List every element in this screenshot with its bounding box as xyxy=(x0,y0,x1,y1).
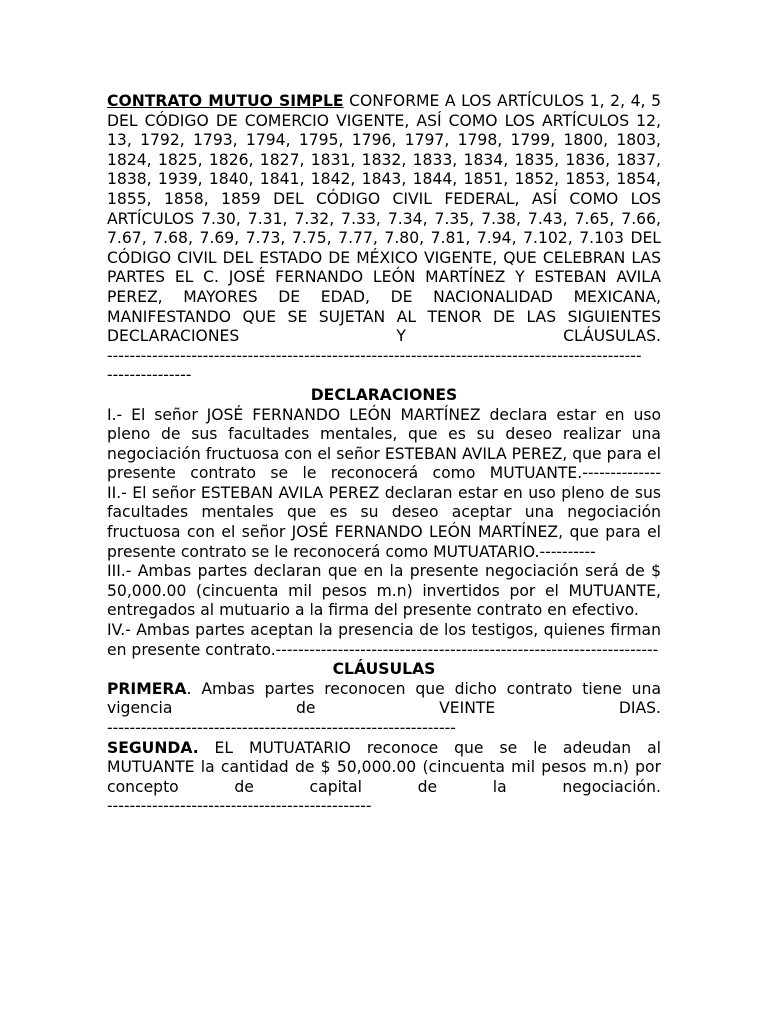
separator-line: --------------- xyxy=(107,366,192,385)
separator-line: ----------------------------------------------- xyxy=(107,797,372,816)
clause-segunda xyxy=(107,739,661,798)
separator-line: ----------------------------------------------------------------------------------------------- xyxy=(107,346,642,365)
declaration-item: III.- Ambas partes declaran que en la presente negociación será de $ 50,000.00 (cincuenta mil pesos m.n) invertidos por el MUTUANTE, entregados al mutuario a la firma del presente contrato en efectivo. xyxy=(107,562,661,620)
clausulas-heading: CLÁUSULAS xyxy=(332,660,436,679)
clause-text: . Ambas partes reconocen que dicho contrato tiene una vigencia de VEINTE DIAS. xyxy=(107,679,661,718)
intro-text: CONFORME A LOS ARTÍCULOS 1, 2, 4, 5 DEL CÓDIGO DE COMERCIO VIGENTE, ASÍ COMO LOS ARTÍCULOS 12, 13, 1792, 1793, 1794, 1795, 1796, 1797, 1798, 1799, 1800, 1803, 1824, 1825, 1826, 1827, 1831, 1832, 1833, 1834, 1835, 1836, 1837, 1838, 1939, 1840, 1841, 1842, 1843, 1844, 1851, 1852, 1853, 1854, 1855, 1858, 1859 DEL CÓDIGO CIVIL FEDERAL, ASÍ COMO LOS ARTÍCULOS 7.30, 7.31, 7.32, 7.33, 7.34, 7.35, 7.38, 7.43, 7.65, 7.66, 7.67, 7.68, 7.69, 7.73, 7.75, 7.77, 7.80, 7.81, 7.94, 7.102, 7.103 DEL CÓDIGO CIVIL DEL ESTADO DE MÉXICO VIGENTE, QUE CELEBRAN LAS PARTES EL C. JOSÉ FERNANDO LEÓN MARTÍNEZ Y ESTEBAN AVILA PEREZ, MAYORES DE EDAD, DE NACIONALIDAD MEXICANA, MANIFESTANDO QUE SE SUJETAN AL TENOR DE LAS SIGUIENTES DECLARACIONES Y CLÁUSULAS. xyxy=(107,92,661,346)
clause-text: EL MUTUATARIO reconoce que se le adeudan al MUTUANTE la cantidad de $ 50,000.00 (cincuenta mil pesos m.n) por concepto de capital de la negociación. xyxy=(107,738,661,796)
contract-title: CONTRATO MUTUO SIMPLE xyxy=(107,92,344,110)
clause-label: SEGUNDA. xyxy=(107,738,199,757)
clause-primera xyxy=(107,680,661,719)
declaration-item: I.- El señor JOSÉ FERNANDO LEÓN MARTÍNEZ declara estar en uso pleno de sus facultades mentales, que es su deseo realizar una negociación fructuosa con el señor ESTEBAN AVILA PEREZ, que para el presente contrato se le reconocerá como MUTUANTE.-------------- xyxy=(107,405,661,483)
declaraciones-heading: DECLARACIONES xyxy=(310,385,458,404)
declaration-item: II.- El señor ESTEBAN AVILA PEREZ declaran estar en uso pleno de sus facultades mentales que es su deseo aceptar una negociación fructuosa con el señor JOSÉ FERNANDO LEÓN MARTÍNEZ, que para el presente contrato se le reconocerá como MUTUATARIO.---------- xyxy=(107,483,661,561)
clause-label: PRIMERA xyxy=(107,679,187,698)
contract-document xyxy=(107,92,661,817)
separator-line: -------------------------------------------------------------- xyxy=(107,719,456,737)
declaration-item: IV.- Ambas partes aceptan la presencia de los testigos, quienes firman en presente contrato.-------------------------------------------------------------------- xyxy=(107,621,661,659)
intro-paragraph xyxy=(107,92,661,347)
